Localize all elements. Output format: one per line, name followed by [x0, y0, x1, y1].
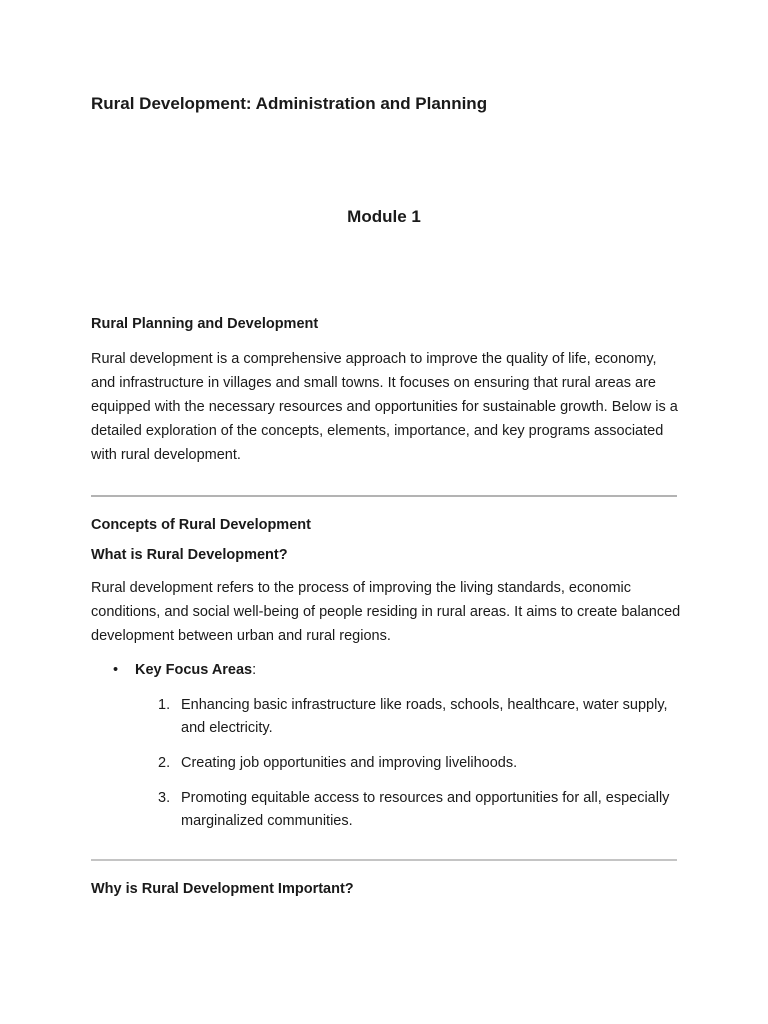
- section-heading-rural-planning: Rural Planning and Development: [91, 316, 319, 332]
- bullet-colon: :: [252, 662, 257, 678]
- list-item-text: Promoting equitable access to resources and opportunities for all, especially marginalized communities.: [181, 790, 670, 829]
- bullet-marker: •: [113, 662, 119, 678]
- bullet-list: [91, 659, 681, 681]
- list-item: [91, 752, 681, 775]
- subheading-what-is: What is Rural Development?: [91, 547, 288, 563]
- document-body: [91, 313, 681, 900]
- list-item-number: 3.: [158, 790, 171, 806]
- bullet-item-key-focus: [91, 659, 681, 681]
- list-item: [91, 787, 681, 833]
- intro-paragraph: Rural development is a comprehensive approach to improve the quality of life, economy, and infrastructure in villages and small towns. It focuses on ensuring that rural areas are equipped with the necessary resources and opportunities for sustainable growth. Below is a detailed exploration of the concepts, elements, importance, and key programs associated with rural development.: [91, 351, 678, 463]
- list-item-number: 2.: [158, 755, 171, 771]
- list-item-text: Creating job opportunities and improving livelihoods.: [181, 755, 518, 771]
- list-item: [91, 694, 681, 740]
- document-title: Rural Development: Administration and Planning: [91, 94, 488, 113]
- list-item-text: Enhancing basic infrastructure like roads, schools, healthcare, water supply, and electricity.: [181, 697, 668, 736]
- section-heading-importance: Why is Rural Development Important?: [91, 880, 354, 897]
- focus-areas-list: [91, 694, 681, 833]
- bullet-label: Key Focus Areas: [135, 662, 253, 678]
- list-item-number: 1.: [158, 697, 171, 713]
- module-title: Module 1: [347, 207, 421, 226]
- definition-paragraph: Rural development refers to the process of improving the living standards, economic conditions, and social well-being of people residing in rural areas. It aims to create balanced development between urban and rural regions.: [91, 580, 681, 644]
- section-heading-concepts: Concepts of Rural Development: [91, 517, 311, 533]
